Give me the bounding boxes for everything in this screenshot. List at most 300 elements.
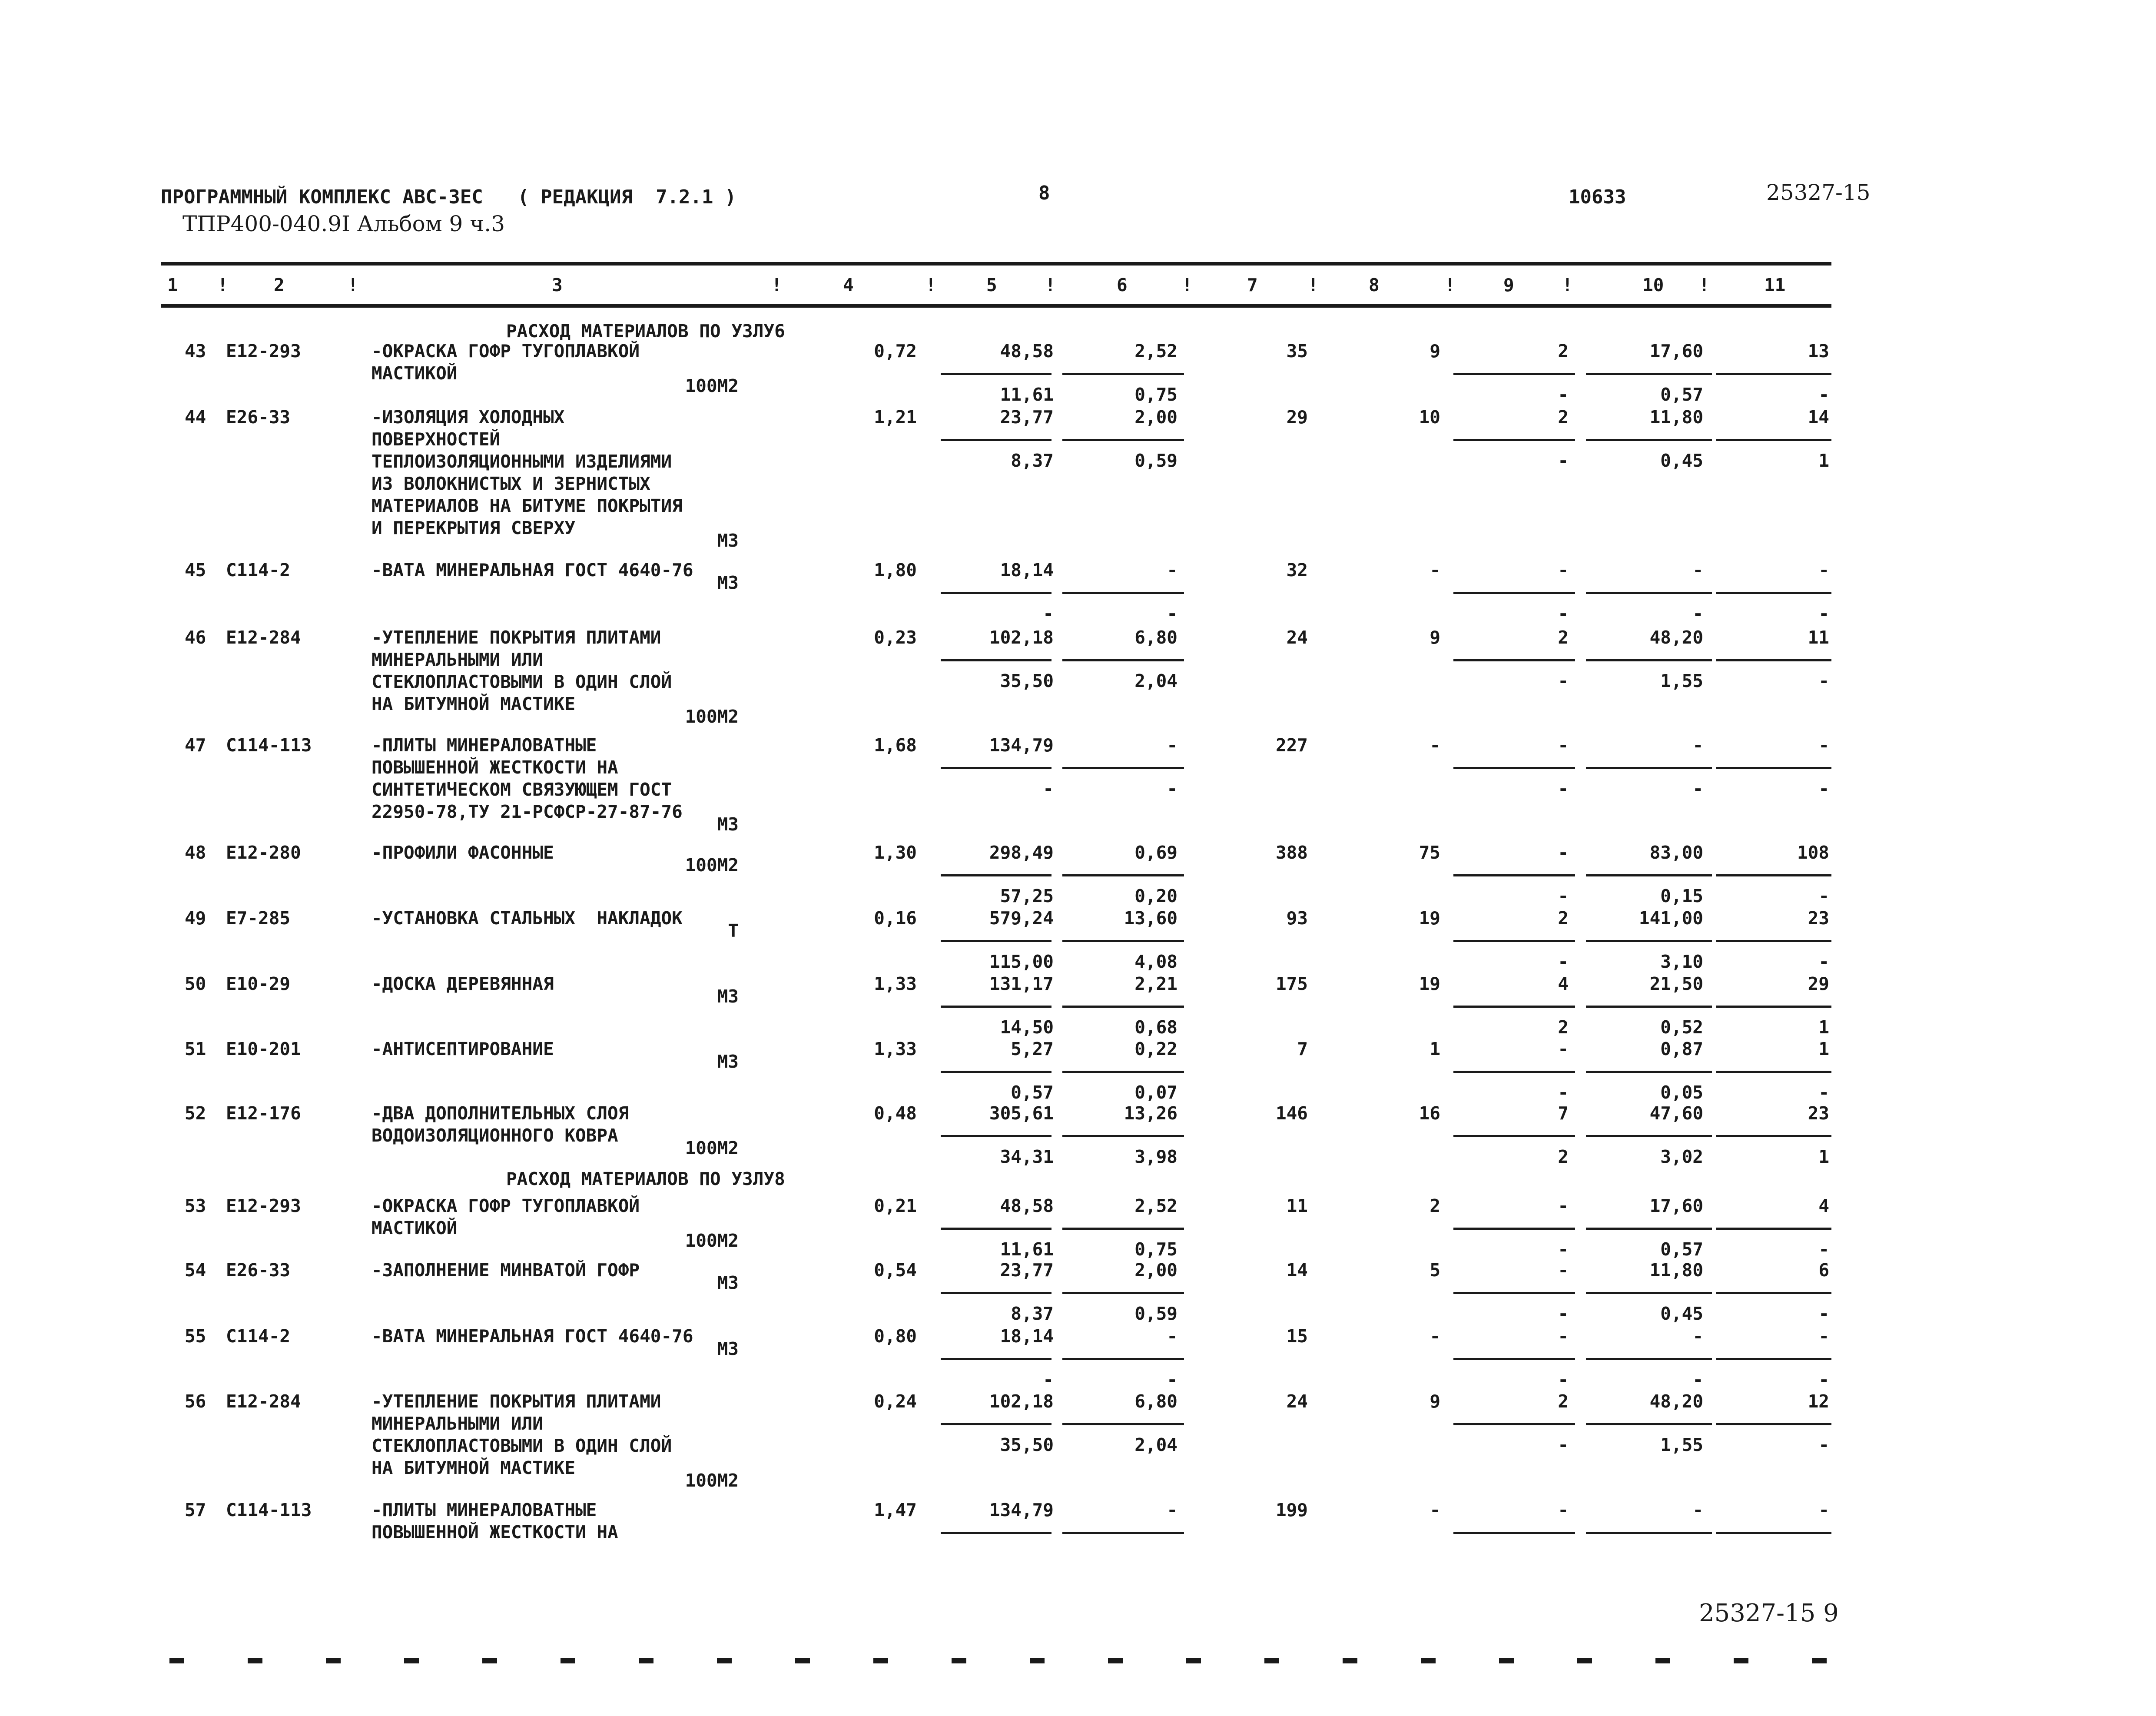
column-separator: ! bbox=[1562, 275, 1573, 295]
quantity: 0,72 bbox=[874, 341, 917, 362]
machine-cost-wages: 2,04 bbox=[1134, 1434, 1178, 1455]
labor-total: 23 bbox=[1808, 908, 1829, 929]
labor: 17,60 bbox=[1649, 1195, 1703, 1216]
total-machine: - bbox=[1558, 1500, 1569, 1520]
total-machine: 2 bbox=[1558, 908, 1569, 929]
labor-total: 29 bbox=[1808, 973, 1829, 994]
fraction-rule bbox=[1716, 1135, 1831, 1137]
fraction-rule bbox=[941, 874, 1051, 876]
fraction-rule bbox=[1453, 874, 1575, 876]
total-wages: - bbox=[1430, 560, 1440, 581]
quantity: 1,21 bbox=[874, 407, 917, 428]
price-code: Е12-284 bbox=[226, 1391, 301, 1412]
labor: 21,50 bbox=[1649, 973, 1703, 994]
program-title: ПРОГРАММНЫЙ КОМПЛЕКС АВС-3ЕС ( РЕДАКЦИЯ 7.2.1 ) bbox=[161, 186, 736, 208]
work-description: ПОВЕРХНОСТЕЙ bbox=[371, 429, 501, 450]
fraction-rule bbox=[1062, 1358, 1184, 1360]
fraction-rule bbox=[1586, 1071, 1712, 1073]
perforation-dash bbox=[169, 1658, 184, 1663]
total-machine: - bbox=[1558, 1260, 1569, 1281]
unit-cost-wages: 34,31 bbox=[1000, 1146, 1054, 1167]
work-description: СТЕКЛОПЛАСТОВЫМИ В ОДИН СЛОЙ bbox=[371, 1435, 672, 1456]
labor-total-machinists: 1 bbox=[1818, 450, 1829, 471]
total-wages: 10 bbox=[1419, 407, 1440, 428]
unit-cost-wages: - bbox=[1043, 603, 1054, 624]
fraction-rule bbox=[1586, 767, 1712, 769]
unit-cost-wages: 11,61 bbox=[1000, 1239, 1054, 1260]
unit-cost: 298,49 bbox=[989, 842, 1054, 863]
perforation-dash bbox=[482, 1658, 497, 1663]
price-code: Е26-33 bbox=[226, 1260, 291, 1281]
labor-total-machinists: 1 bbox=[1818, 1146, 1829, 1167]
unit-cost: 48,58 bbox=[1000, 1195, 1054, 1216]
machine-cost-wages: 0,20 bbox=[1134, 886, 1178, 906]
machine-cost: 6,80 bbox=[1134, 627, 1178, 648]
perforation-dash bbox=[1734, 1658, 1748, 1663]
total-wages: - bbox=[1430, 1500, 1440, 1520]
unit-of-measure: Т bbox=[728, 920, 739, 941]
total-cost: 11 bbox=[1286, 1195, 1308, 1216]
column-header-9: 9 bbox=[1503, 275, 1514, 295]
total-cost: 199 bbox=[1275, 1500, 1308, 1520]
total-machine-wages: - bbox=[1558, 450, 1569, 471]
fraction-rule bbox=[1586, 1532, 1712, 1534]
quantity: 0,48 bbox=[874, 1103, 917, 1124]
fraction-rule bbox=[941, 1228, 1051, 1230]
price-code: Е12-176 bbox=[226, 1103, 301, 1124]
unit-of-measure: 100М2 bbox=[685, 1470, 739, 1491]
perforation-dash bbox=[1655, 1658, 1670, 1663]
column-header-10: 10 bbox=[1642, 275, 1664, 295]
unit-of-measure: М3 bbox=[717, 572, 739, 593]
fraction-rule bbox=[1586, 1135, 1712, 1137]
fraction-rule bbox=[1062, 1006, 1184, 1008]
unit-of-measure: 100М2 bbox=[685, 1138, 739, 1158]
machine-cost-wages: 0,68 bbox=[1134, 1017, 1178, 1038]
work-description: -ОКРАСКА ГОФР ТУГОПЛАВКОЙ bbox=[371, 1195, 640, 1216]
labor-total-machinists: - bbox=[1818, 384, 1829, 405]
row-number: 48 bbox=[185, 842, 206, 863]
fraction-rule bbox=[1586, 1292, 1712, 1294]
quantity: 0,24 bbox=[874, 1391, 917, 1412]
total-machine: - bbox=[1558, 1039, 1569, 1059]
total-wages: 19 bbox=[1419, 908, 1440, 929]
unit-cost-wages: 14,50 bbox=[1000, 1017, 1054, 1038]
labor-total: 108 bbox=[1797, 842, 1829, 863]
work-description: 22950-78,ТУ 21-РСФСР-27-87-76 bbox=[371, 801, 683, 822]
fraction-rule bbox=[1453, 592, 1575, 594]
work-description: ПОВЫШЕННОЙ ЖЕСТКОСТИ НА bbox=[371, 1522, 618, 1543]
column-header-2: 2 bbox=[274, 275, 285, 295]
work-description: -ОКРАСКА ГОФР ТУГОПЛАВКОЙ bbox=[371, 341, 640, 362]
perforation-dash bbox=[1499, 1658, 1514, 1663]
row-number: 52 bbox=[185, 1103, 206, 1124]
machine-cost: 13,60 bbox=[1124, 908, 1178, 929]
work-description: -ПЛИТЫ МИНЕРАЛОВАТНЫЕ bbox=[371, 1500, 597, 1520]
work-description: -ДОСКА ДЕРЕВЯННАЯ bbox=[371, 973, 554, 994]
fraction-rule bbox=[1586, 592, 1712, 594]
work-description: -УСТАНОВКА СТАЛЬНЫХ НАКЛАДОК bbox=[371, 908, 683, 929]
fraction-rule bbox=[1586, 1006, 1712, 1008]
labor: - bbox=[1692, 1326, 1703, 1347]
labor: 141,00 bbox=[1639, 908, 1703, 929]
labor-machinists: 1,55 bbox=[1660, 1434, 1703, 1455]
labor-total-machinists: - bbox=[1818, 1082, 1829, 1103]
machine-cost: 2,00 bbox=[1134, 1260, 1178, 1281]
machine-cost: - bbox=[1167, 1326, 1178, 1347]
quantity: 1,68 bbox=[874, 735, 917, 756]
labor: 48,20 bbox=[1649, 1391, 1703, 1412]
total-machine-wages: 2 bbox=[1558, 1017, 1569, 1038]
column-separator: ! bbox=[1045, 275, 1056, 295]
machine-cost: 2,52 bbox=[1134, 341, 1178, 362]
quantity: 1,30 bbox=[874, 842, 917, 863]
machine-cost: - bbox=[1167, 735, 1178, 756]
fraction-rule bbox=[1716, 439, 1831, 441]
total-wages: 1 bbox=[1430, 1039, 1440, 1059]
total-machine-wages: - bbox=[1558, 1239, 1569, 1260]
unit-cost: 102,18 bbox=[989, 627, 1054, 648]
fraction-rule bbox=[941, 439, 1051, 441]
labor: 11,80 bbox=[1649, 1260, 1703, 1281]
machine-cost-wages: 0,59 bbox=[1134, 1303, 1178, 1324]
unit-cost: 131,17 bbox=[989, 973, 1054, 994]
column-header-7: 7 bbox=[1247, 275, 1258, 295]
fraction-rule bbox=[1062, 940, 1184, 942]
labor-total: - bbox=[1818, 560, 1829, 581]
price-code: С114-113 bbox=[226, 1500, 312, 1520]
quantity: 1,33 bbox=[874, 973, 917, 994]
unit-of-measure: 100М2 bbox=[685, 375, 739, 396]
quantity: 1,33 bbox=[874, 1039, 917, 1059]
column-separator: ! bbox=[1699, 275, 1710, 295]
unit-cost-wages: 35,50 bbox=[1000, 670, 1054, 691]
total-machine-wages: - bbox=[1558, 951, 1569, 972]
machine-cost: 0,22 bbox=[1134, 1039, 1178, 1059]
total-cost: 7 bbox=[1297, 1039, 1308, 1059]
fraction-rule bbox=[1586, 1358, 1712, 1360]
labor-total: - bbox=[1818, 1500, 1829, 1520]
fraction-rule bbox=[1716, 1006, 1831, 1008]
work-description: -ВАТА МИНЕРАЛЬНАЯ ГОСТ 4640-76 bbox=[371, 560, 693, 581]
labor-total-machinists: - bbox=[1818, 951, 1829, 972]
unit-of-measure: М3 bbox=[717, 1272, 739, 1293]
fraction-rule bbox=[1716, 1071, 1831, 1073]
machine-cost-wages: 0,75 bbox=[1134, 1239, 1178, 1260]
labor-total: 14 bbox=[1808, 407, 1829, 428]
fraction-rule bbox=[1062, 1228, 1184, 1230]
total-machine-wages: - bbox=[1558, 670, 1569, 691]
column-separator: ! bbox=[1308, 275, 1319, 295]
perforation-dash bbox=[952, 1658, 966, 1663]
column-header-1: 1 bbox=[167, 275, 178, 295]
fraction-rule bbox=[1453, 373, 1575, 375]
labor-total: 12 bbox=[1808, 1391, 1829, 1412]
total-machine-wages: - bbox=[1558, 1082, 1569, 1103]
total-wages: 9 bbox=[1430, 627, 1440, 648]
total-cost: 15 bbox=[1286, 1326, 1308, 1347]
machine-cost-wages: - bbox=[1167, 778, 1178, 799]
total-machine-wages: - bbox=[1558, 778, 1569, 799]
price-code: Е12-280 bbox=[226, 842, 301, 863]
fraction-rule bbox=[1453, 1423, 1575, 1425]
quantity: 1,47 bbox=[874, 1500, 917, 1520]
labor: 11,80 bbox=[1649, 407, 1703, 428]
total-machine: - bbox=[1558, 735, 1569, 756]
labor-total-machinists: - bbox=[1818, 1369, 1829, 1390]
unit-cost: 134,79 bbox=[989, 735, 1054, 756]
machine-cost-wages: 4,08 bbox=[1134, 951, 1178, 972]
perforation-dash bbox=[1812, 1658, 1827, 1663]
fraction-rule bbox=[1062, 1071, 1184, 1073]
perforation-dash bbox=[248, 1658, 262, 1663]
total-wages: 5 bbox=[1430, 1260, 1440, 1281]
fraction-rule bbox=[1453, 439, 1575, 441]
total-cost: 388 bbox=[1275, 842, 1308, 863]
labor-total: 4 bbox=[1818, 1195, 1829, 1216]
work-description: ИЗ ВОЛОКНИСТЫХ И ЗЕРНИСТЫХ bbox=[371, 473, 650, 494]
fraction-rule bbox=[941, 1292, 1051, 1294]
total-cost: 175 bbox=[1275, 973, 1308, 994]
fraction-rule bbox=[1453, 940, 1575, 942]
labor: 0,87 bbox=[1660, 1039, 1703, 1059]
price-code: Е12-284 bbox=[226, 627, 301, 648]
row-number: 47 bbox=[185, 735, 206, 756]
total-cost: 29 bbox=[1286, 407, 1308, 428]
unit-cost-wages: 115,00 bbox=[989, 951, 1054, 972]
unit-cost: 48,58 bbox=[1000, 341, 1054, 362]
fraction-rule bbox=[1716, 1532, 1831, 1534]
work-description: ВОДОИЗОЛЯЦИОННОГО КОВРА bbox=[371, 1125, 618, 1146]
column-header-8: 8 bbox=[1369, 275, 1380, 295]
machine-cost: - bbox=[1167, 1500, 1178, 1520]
fraction-rule bbox=[1586, 439, 1712, 441]
work-description: НА БИТУМНОЙ МАСТИКЕ bbox=[371, 1457, 575, 1478]
price-code: Е10-201 bbox=[226, 1039, 301, 1059]
labor-total: - bbox=[1818, 735, 1829, 756]
total-machine-wages: - bbox=[1558, 384, 1569, 405]
perforation-dash bbox=[1343, 1658, 1357, 1663]
machine-cost: 13,26 bbox=[1124, 1103, 1178, 1124]
row-number: 57 bbox=[185, 1500, 206, 1520]
unit-of-measure: 100М2 bbox=[685, 706, 739, 727]
fraction-rule bbox=[941, 373, 1051, 375]
fraction-rule bbox=[1453, 1006, 1575, 1008]
unit-cost: 134,79 bbox=[989, 1500, 1054, 1520]
machine-cost-wages: 3,98 bbox=[1134, 1146, 1178, 1167]
labor-machinists: 0,57 bbox=[1660, 1239, 1703, 1260]
table-top-rule bbox=[161, 262, 1831, 266]
fraction-rule bbox=[1062, 439, 1184, 441]
unit-of-measure: М3 bbox=[717, 1338, 739, 1359]
price-code: Е10-29 bbox=[226, 973, 291, 994]
work-description: МАТЕРИАЛОВ НА БИТУМЕ ПОКРЫТИЯ bbox=[371, 495, 683, 516]
price-code: С114-113 bbox=[226, 735, 312, 756]
unit-cost: 18,14 bbox=[1000, 560, 1054, 581]
unit-cost: 5,27 bbox=[1011, 1039, 1054, 1059]
total-cost: 24 bbox=[1286, 627, 1308, 648]
document-number: 10633 bbox=[1569, 186, 1626, 208]
total-wages: 2 bbox=[1430, 1195, 1440, 1216]
fraction-rule bbox=[1453, 767, 1575, 769]
fraction-rule bbox=[1453, 1292, 1575, 1294]
column-separator: ! bbox=[348, 275, 358, 295]
machine-cost: 0,69 bbox=[1134, 842, 1178, 863]
fraction-rule bbox=[1062, 659, 1184, 661]
unit-cost: 579,24 bbox=[989, 908, 1054, 929]
page-number: 8 bbox=[1038, 182, 1050, 204]
unit-of-measure: М3 bbox=[717, 986, 739, 1007]
section-heading: РАСХОД МАТЕРИАЛОВ ПО УЗЛУ8 bbox=[506, 1168, 785, 1189]
labor-machinists: - bbox=[1692, 778, 1703, 799]
total-wages: 75 bbox=[1419, 842, 1440, 863]
unit-cost-wages: - bbox=[1043, 778, 1054, 799]
unit-of-measure: М3 bbox=[717, 1051, 739, 1072]
labor-machinists: 0,45 bbox=[1660, 450, 1703, 471]
column-separator: ! bbox=[771, 275, 782, 295]
perforation-dash bbox=[1186, 1658, 1201, 1663]
total-wages: 9 bbox=[1430, 341, 1440, 362]
unit-cost: 305,61 bbox=[989, 1103, 1054, 1124]
row-number: 54 bbox=[185, 1260, 206, 1281]
fraction-rule bbox=[1586, 373, 1712, 375]
fraction-rule bbox=[1453, 659, 1575, 661]
machine-cost: 2,52 bbox=[1134, 1195, 1178, 1216]
price-code: С114-2 bbox=[226, 1326, 291, 1347]
quantity: 1,80 bbox=[874, 560, 917, 581]
work-description: -ПЛИТЫ МИНЕРАЛОВАТНЫЕ bbox=[371, 735, 597, 756]
column-separator: ! bbox=[217, 275, 228, 295]
column-header-4: 4 bbox=[843, 275, 854, 295]
machine-cost: 2,21 bbox=[1134, 973, 1178, 994]
fraction-rule bbox=[941, 1532, 1051, 1534]
fraction-rule bbox=[941, 940, 1051, 942]
work-description: МИНЕРАЛЬНЫМИ ИЛИ bbox=[371, 1413, 543, 1434]
column-separator: ! bbox=[925, 275, 936, 295]
document-subtitle: ТПР400-040.9I Альбом 9 ч.3 bbox=[182, 211, 505, 236]
total-machine: - bbox=[1558, 1326, 1569, 1347]
fraction-rule bbox=[1716, 373, 1831, 375]
work-description: СИНТЕТИЧЕСКОМ СВЯЗУЮЩЕМ ГОСТ bbox=[371, 779, 672, 800]
perforation-dash bbox=[873, 1658, 888, 1663]
work-description: И ПЕРЕКРЫТИЯ СВЕРХУ bbox=[371, 518, 575, 538]
perforation-dash bbox=[795, 1658, 810, 1663]
unit-of-measure: М3 bbox=[717, 814, 739, 835]
row-number: 50 bbox=[185, 973, 206, 994]
unit-of-measure: М3 bbox=[717, 530, 739, 551]
labor: 83,00 bbox=[1649, 842, 1703, 863]
column-header-3: 3 bbox=[552, 275, 563, 295]
stamp-code: 25327-15 bbox=[1766, 180, 1871, 205]
machine-cost: 6,80 bbox=[1134, 1391, 1178, 1412]
labor: 47,60 bbox=[1649, 1103, 1703, 1124]
fraction-rule bbox=[941, 1006, 1051, 1008]
labor-machinists: 3,10 bbox=[1660, 951, 1703, 972]
labor-total-machinists: - bbox=[1818, 603, 1829, 624]
machine-cost: - bbox=[1167, 560, 1178, 581]
labor-total-machinists: - bbox=[1818, 1434, 1829, 1455]
labor-total: 13 bbox=[1808, 341, 1829, 362]
work-description: МИНЕРАЛЬНЫМИ ИЛИ bbox=[371, 649, 543, 670]
total-cost: 24 bbox=[1286, 1391, 1308, 1412]
labor-machinists: - bbox=[1692, 603, 1703, 624]
machine-cost: 2,00 bbox=[1134, 407, 1178, 428]
fraction-rule bbox=[1062, 874, 1184, 876]
row-number: 55 bbox=[185, 1326, 206, 1347]
labor: 17,60 bbox=[1649, 341, 1703, 362]
labor-total-machinists: - bbox=[1818, 778, 1829, 799]
fraction-rule bbox=[1586, 659, 1712, 661]
perforation-dash bbox=[561, 1658, 575, 1663]
price-code: Е12-293 bbox=[226, 341, 301, 362]
fraction-rule bbox=[941, 659, 1051, 661]
fraction-rule bbox=[1453, 1228, 1575, 1230]
column-header-6: 6 bbox=[1117, 275, 1128, 295]
total-machine: 2 bbox=[1558, 627, 1569, 648]
work-description: -ДВА ДОПОЛНИТЕЛЬНЫХ СЛОЯ bbox=[371, 1103, 629, 1124]
unit-of-measure: 100М2 bbox=[685, 1230, 739, 1251]
labor: - bbox=[1692, 560, 1703, 581]
fraction-rule bbox=[1062, 767, 1184, 769]
fraction-rule bbox=[1586, 940, 1712, 942]
quantity: 0,21 bbox=[874, 1195, 917, 1216]
column-header-5: 5 bbox=[986, 275, 997, 295]
unit-cost-wages: 11,61 bbox=[1000, 384, 1054, 405]
fraction-rule bbox=[1062, 592, 1184, 594]
labor-machinists: 3,02 bbox=[1660, 1146, 1703, 1167]
machine-cost-wages: 0,75 bbox=[1134, 384, 1178, 405]
labor-machinists: 0,15 bbox=[1660, 886, 1703, 906]
work-description: -ПРОФИЛИ ФАСОННЫЕ bbox=[371, 842, 554, 863]
labor-machinists: - bbox=[1692, 1369, 1703, 1390]
labor-total-machinists: - bbox=[1818, 886, 1829, 906]
price-code: Е7-285 bbox=[226, 908, 291, 929]
perforation-dash bbox=[717, 1658, 732, 1663]
unit-cost-wages: 57,25 bbox=[1000, 886, 1054, 906]
table-header-rule bbox=[161, 304, 1831, 308]
fraction-rule bbox=[1716, 1292, 1831, 1294]
work-description: ТЕПЛОИЗОЛЯЦИОННЫМИ ИЗДЕЛИЯМИ bbox=[371, 451, 672, 472]
perforation-dash bbox=[1108, 1658, 1123, 1663]
labor-total-machinists: - bbox=[1818, 1303, 1829, 1324]
unit-cost: 23,77 bbox=[1000, 407, 1054, 428]
total-wages: 19 bbox=[1419, 973, 1440, 994]
work-description: -ВАТА МИНЕРАЛЬНАЯ ГОСТ 4640-76 bbox=[371, 1326, 693, 1347]
total-machine-wages: - bbox=[1558, 603, 1569, 624]
work-description: СТЕКЛОПЛАСТОВЫМИ В ОДИН СЛОЙ bbox=[371, 671, 672, 692]
total-machine-wages: - bbox=[1558, 1434, 1569, 1455]
work-description: МАСТИКОЙ bbox=[371, 1218, 458, 1238]
fraction-rule bbox=[1716, 659, 1831, 661]
fraction-rule bbox=[1716, 1423, 1831, 1425]
fraction-rule bbox=[1586, 1423, 1712, 1425]
quantity: 0,80 bbox=[874, 1326, 917, 1347]
fraction-rule bbox=[1062, 1135, 1184, 1137]
column-separator: ! bbox=[1182, 275, 1193, 295]
fraction-rule bbox=[1062, 1423, 1184, 1425]
row-number: 46 bbox=[185, 627, 206, 648]
work-description: -УТЕПЛЕНИЕ ПОКРЫТИЯ ПЛИТАМИ bbox=[371, 627, 661, 648]
work-description: НА БИТУМНОЙ МАСТИКЕ bbox=[371, 694, 575, 714]
total-machine: 4 bbox=[1558, 973, 1569, 994]
row-number: 45 bbox=[185, 560, 206, 581]
fraction-rule bbox=[1453, 1532, 1575, 1534]
total-machine-wages: 2 bbox=[1558, 1146, 1569, 1167]
total-cost: 146 bbox=[1275, 1103, 1308, 1124]
total-machine: 2 bbox=[1558, 1391, 1569, 1412]
total-machine: - bbox=[1558, 1195, 1569, 1216]
total-cost: 32 bbox=[1286, 560, 1308, 581]
